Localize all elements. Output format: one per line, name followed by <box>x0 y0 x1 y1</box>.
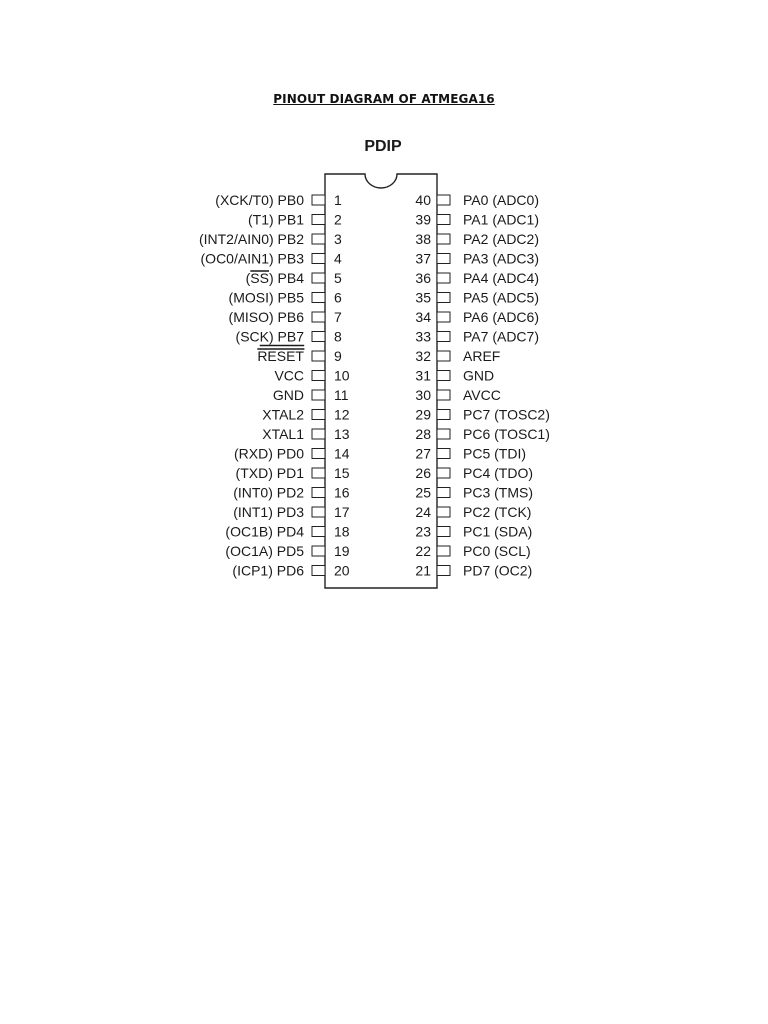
pin-stub <box>437 527 450 537</box>
pin-label: PC1 (SDA) <box>463 523 533 540</box>
pin-number: 17 <box>334 504 350 520</box>
package-label: PDIP <box>364 138 402 155</box>
pin-number: 7 <box>334 309 342 325</box>
pin-stub <box>312 488 325 498</box>
pin-label: XTAL2 <box>262 406 304 423</box>
pin-number: 8 <box>334 328 342 345</box>
pin-number: 2 <box>334 211 342 228</box>
pin-13 <box>262 426 350 442</box>
pin-29 <box>415 407 549 423</box>
pin-stub <box>437 234 450 244</box>
pin-stub <box>437 449 450 459</box>
pin-label: (RXD) PD0 <box>233 445 304 462</box>
pin-stub <box>437 546 450 556</box>
pin-number: 4 <box>334 250 342 267</box>
pin-label: (TXD) PD1 <box>235 465 304 481</box>
pin-label: PA6 (ADC6) <box>463 309 539 325</box>
pin-31 <box>415 368 494 384</box>
pin-label: GND <box>463 367 495 384</box>
pin-stub <box>437 371 450 381</box>
pin-number: 24 <box>415 504 431 520</box>
pin-number: 16 <box>334 484 350 501</box>
pin-label: (MOSI) PB5 <box>228 289 304 306</box>
pin-number: 29 <box>415 406 431 423</box>
pin-stub <box>312 449 325 459</box>
pin-stub <box>437 390 450 400</box>
pin-label: (INT1) PD3 <box>233 504 304 520</box>
pin-stub <box>312 527 325 537</box>
pin-stub <box>312 215 325 225</box>
pin-stub <box>312 507 325 517</box>
pin-stub <box>437 410 450 420</box>
pin-20 <box>232 563 349 579</box>
pin-number: 9 <box>334 348 342 364</box>
pin-stub <box>437 312 450 322</box>
pin-stub <box>312 566 325 576</box>
pin-24 <box>415 504 531 520</box>
pin-40 <box>415 192 539 208</box>
pin-9 <box>257 348 342 364</box>
pin-stub <box>312 429 325 439</box>
pin-16 <box>233 485 350 501</box>
pin-label: RESET <box>257 348 304 364</box>
pin-number: 22 <box>415 543 431 559</box>
pin-23 <box>415 524 532 540</box>
pin-number: 25 <box>415 484 431 501</box>
pin-label: PC4 (TDO) <box>463 465 533 481</box>
pin-stub <box>437 273 450 283</box>
document-title: PINOUT DIAGRAM OF ATMEGA16 <box>273 92 495 106</box>
pin-15 <box>236 465 350 481</box>
pin-stub <box>312 410 325 420</box>
pin-label: (ICP1) PD6 <box>232 562 304 579</box>
pin-number: 26 <box>415 465 431 481</box>
pin-36 <box>415 270 539 286</box>
pin-27 <box>415 446 526 462</box>
pin-label: (SCK) PB7 <box>235 328 304 345</box>
pin-label: GND <box>272 387 304 403</box>
pin-39 <box>415 212 539 228</box>
pin-26 <box>415 465 533 481</box>
pin-stub <box>312 273 325 283</box>
pin-label: PC0 (SCL) <box>463 543 531 559</box>
pin-number: 38 <box>415 231 431 247</box>
pin-stub <box>312 390 325 400</box>
pin-number: 37 <box>415 250 431 267</box>
pin-35 <box>415 290 539 306</box>
pin-stub <box>437 468 450 478</box>
pin-label: PA7 (ADC7) <box>463 328 539 345</box>
pin-label: (INT2/AIN0) PB2 <box>198 231 304 247</box>
pin-label: PA4 (ADC4) <box>463 270 539 286</box>
pin-label: AREF <box>463 348 501 364</box>
pin-number: 40 <box>415 192 431 208</box>
pin-28 <box>415 426 549 442</box>
pin-38 <box>415 231 539 247</box>
pin-label: PA1 (ADC1) <box>463 211 539 228</box>
pin-stub <box>437 566 450 576</box>
pin-label: PA0 (ADC0) <box>463 192 539 208</box>
pin-number: 30 <box>415 387 431 403</box>
pin-21 <box>415 563 532 579</box>
pin-number: 3 <box>334 231 342 247</box>
pin-number: 39 <box>415 211 431 228</box>
pin-number: 12 <box>334 406 350 423</box>
pin-label: PA5 (ADC5) <box>463 289 539 306</box>
pin-2 <box>248 212 342 228</box>
pin-number: 5 <box>334 270 342 286</box>
pin-label: (OC1B) PD4 <box>225 523 304 540</box>
pin-label: (INT0) PD2 <box>233 484 304 501</box>
pin-stub <box>437 351 450 361</box>
pin-3 <box>199 231 342 247</box>
pin-stub <box>437 195 450 205</box>
right-pin-column <box>415 192 549 579</box>
pin-19 <box>225 543 349 559</box>
pin-number: 11 <box>334 387 349 403</box>
pin-17 <box>233 504 350 520</box>
pin-label: PA2 (ADC2) <box>463 231 539 247</box>
pin-12 <box>262 407 350 423</box>
pin-stub <box>312 254 325 264</box>
pin-number: 14 <box>334 445 350 462</box>
pin-number: 32 <box>415 348 431 364</box>
pin-stub <box>437 332 450 342</box>
pin-number: 13 <box>334 426 350 442</box>
pin-stub <box>312 234 325 244</box>
pin-number: 35 <box>415 289 431 306</box>
pin-10 <box>274 368 349 384</box>
pin-number: 18 <box>334 523 350 540</box>
pin-1 <box>215 192 342 208</box>
pin-stub <box>437 254 450 264</box>
pin-label: PA3 (ADC3) <box>463 250 539 267</box>
pin-label: PC7 (TOSC2) <box>463 406 550 423</box>
pin-33 <box>415 329 539 345</box>
pin-11 <box>273 387 349 403</box>
pin-label: (XCK/T0) PB0 <box>215 192 304 208</box>
pin-stub <box>312 468 325 478</box>
pin-stub <box>437 429 450 439</box>
pin-18 <box>225 524 349 540</box>
pin-number: 31 <box>415 367 431 384</box>
pin-25 <box>415 485 533 501</box>
pin-stub <box>312 371 325 381</box>
pin-number: 15 <box>334 465 350 481</box>
pin-stub <box>437 215 450 225</box>
pin-label: (OC1A) PD5 <box>225 543 304 559</box>
pin-number: 36 <box>415 270 431 286</box>
pin-stub <box>312 351 325 361</box>
pin-label: PC5 (TDI) <box>463 445 526 462</box>
pin-stub <box>312 546 325 556</box>
pin-label: PC6 (TOSC1) <box>463 426 550 442</box>
pin-number: 21 <box>415 562 431 579</box>
pin-stub <box>312 195 325 205</box>
pin-stub <box>312 312 325 322</box>
pin-number: 20 <box>334 562 350 579</box>
pin-label: PC3 (TMS) <box>463 484 533 501</box>
pin-4 <box>201 251 342 267</box>
pin-stub <box>437 488 450 498</box>
pin-label: AVCC <box>463 387 501 403</box>
pin-30 <box>415 387 500 403</box>
pin-label: (OC0/AIN1) PB3 <box>200 250 304 267</box>
pin-label: (MISO) PB6 <box>228 309 304 325</box>
pin-label: PD7 (OC2) <box>463 562 533 579</box>
pin-22 <box>415 543 530 559</box>
pin-number: 23 <box>415 523 431 540</box>
pin-number: 34 <box>415 309 431 325</box>
pin-stub <box>437 293 450 303</box>
pin-8 <box>236 329 342 346</box>
pin-number: 1 <box>334 192 342 208</box>
pin-37 <box>415 251 539 267</box>
pin-number: 10 <box>334 367 350 384</box>
pin-34 <box>415 309 539 325</box>
pin-14 <box>234 446 350 462</box>
pin-number: 6 <box>334 289 342 306</box>
pin-stub <box>312 332 325 342</box>
pin-number: 27 <box>415 445 431 462</box>
pin-number: 28 <box>415 426 431 442</box>
pin-label: PC2 (TCK) <box>463 504 532 520</box>
pin-stub <box>312 293 325 303</box>
left-pin-column <box>199 192 350 579</box>
pin-stub <box>437 507 450 517</box>
pin-32 <box>415 348 500 364</box>
pin-5 <box>246 270 342 286</box>
pin-number: 33 <box>415 328 431 345</box>
pin-label: XTAL1 <box>262 426 304 442</box>
pin-label: (SS) PB4 <box>245 270 304 286</box>
pin-label: VCC <box>274 367 304 384</box>
pin-label: (T1) PB1 <box>247 211 304 228</box>
pin-number: 19 <box>334 543 350 559</box>
